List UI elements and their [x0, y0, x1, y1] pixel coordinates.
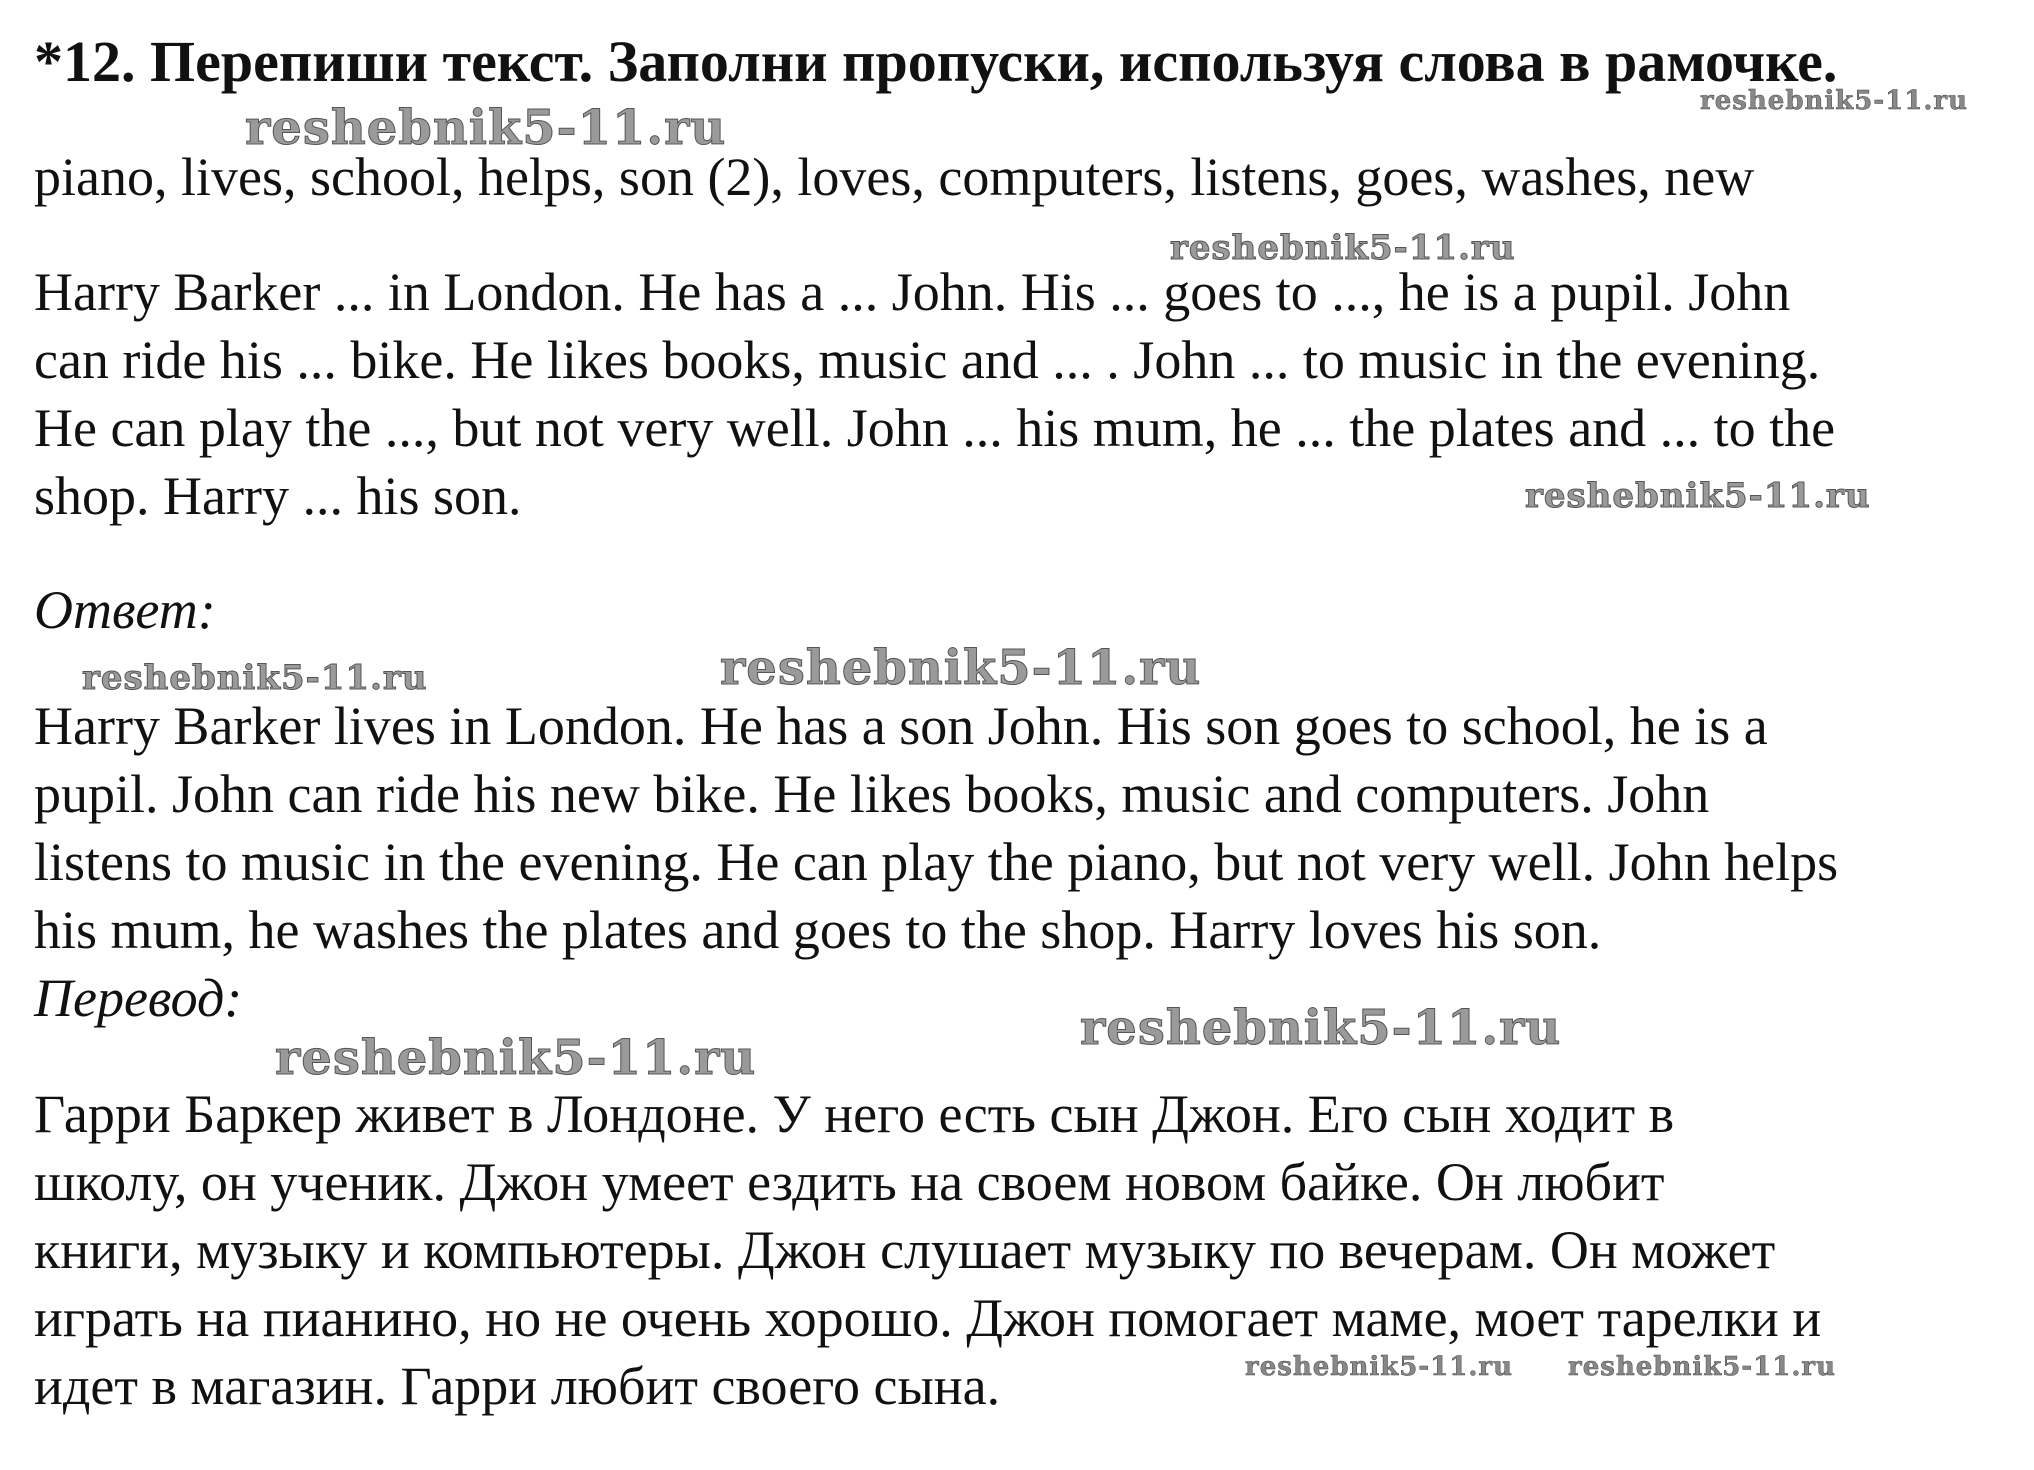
exercise-title: *12. Перепиши текст. Заполни пропуски, используя слова в рамочке.: [34, 29, 1838, 94]
translation-label: Перевод:: [34, 968, 243, 1028]
word-box: piano, lives, school, helps, son (2), loves, computers, listens, goes, washes, new: [34, 147, 1755, 207]
answer-line: listens to music in the evening. He can play the piano, but not very well. John helps: [34, 832, 1839, 892]
exercise-line: He can play the ..., but not very well. John ... his mum, he ... the plates and ... to the: [34, 398, 1836, 458]
translation-line: Гарри Баркер живет в Лондоне. У него есть сын Джон. Его сын ходит в: [34, 1084, 1675, 1144]
watermark: reshebnik5-11.ru: [1245, 1352, 1514, 1382]
answer-label: Ответ:: [34, 580, 216, 640]
watermark: reshebnik5-11.ru: [245, 100, 727, 156]
exercise-line: can ride his ... bike. He likes books, music and ... . John ... to music in the evening.: [34, 330, 1821, 390]
answer-line: Harry Barker lives in London. He has a son John. His son goes to school, he is a: [34, 696, 1768, 756]
watermark: reshebnik5-11.ru: [275, 1030, 757, 1086]
watermark: reshebnik5-11.ru: [1568, 1352, 1837, 1382]
watermark: reshebnik5-11.ru: [1525, 476, 1871, 516]
watermark: reshebnik5-11.ru: [1080, 1000, 1562, 1056]
translation-line: книги, музыку и компьютеры. Джон слушает музыку по вечерам. Он может: [34, 1220, 1776, 1280]
answer-line: pupil. John can ride his new bike. He likes books, music and computers. John: [34, 764, 1710, 824]
watermark: reshebnik5-11.ru: [1700, 86, 1969, 116]
answer-line: his mum, he washes the plates and goes to the shop. Harry loves his son.: [34, 900, 1602, 960]
exercise-line: Harry Barker ... in London. He has a ... John. His ... goes to ..., he is a pupil. John: [34, 262, 1791, 322]
answer-text: [34, 692, 2014, 964]
translation-line: школу, он ученик. Джон умеет ездить на своем новом байке. Он любит: [34, 1152, 1665, 1212]
exercise-line: shop. Harry ... his son.: [34, 466, 522, 526]
watermark: reshebnik5-11.ru: [1170, 228, 1516, 268]
translation-line: играть на пианино, но не очень хорошо. Джон помогает маме, моет тарелки и: [34, 1288, 1822, 1348]
watermark: reshebnik5-11.ru: [720, 640, 1202, 696]
translation-line: идет в магазин. Гарри любит своего сына.: [34, 1356, 1001, 1416]
watermark: reshebnik5-11.ru: [82, 658, 428, 698]
